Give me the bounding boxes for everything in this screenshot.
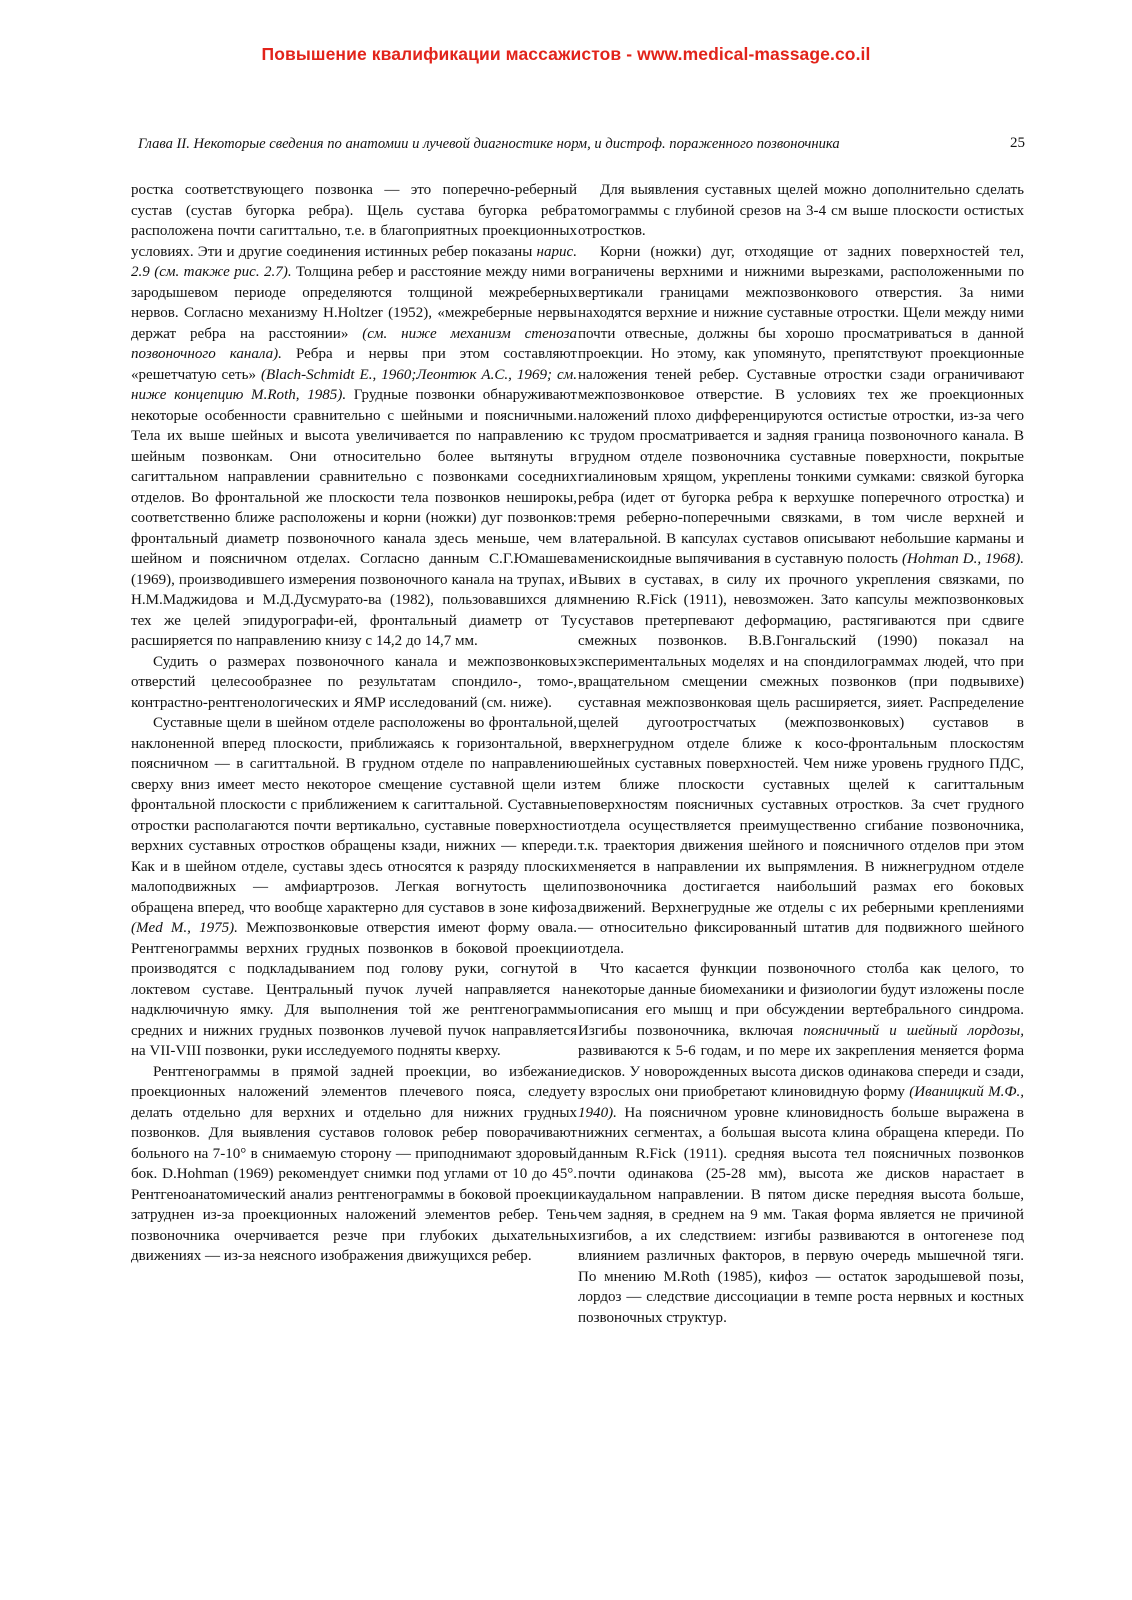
- left-column: [131, 180, 577, 1267]
- paragraph: Для выявления суставных щелей можно дополнительно сделать томограммы с глубиной срезов на 3-4 см выше плоскости остистых отростков.: [578, 182, 1024, 239]
- paragraph: Суставные щели в шейном отделе расположены во фронтальной, наклоненной вперед плоскости, приближаясь к горизонтальной, в поясничном — в сагиттальной. В грудном отделе по направлению сверху вниз имеет место некоторое смещение суставной щели из фронтальной плоскости с приближением к сагиттальной. Суставные отростки располагаются почти вертикально, суставные поверхности верхних суставных отростков обращены кзади, нижних — кпереди. Как и в шейном отделе, суставы здесь относятся к разряду плоских малоподвижных — амфиартрозов. Легкая вогнутость щели обращена вперед, что вообще характерно для суставов в зоне кифоза (Med M., 1975). Межпозвонковые отверстия имеют форму овала. Рентгенограммы верхних грудных позвонков в боковой проекции производятся с подкладыванием под голову руки, согнутой в локтевом суставе. Центральный пучок лучей направляется на надключичную ямку. Для выполнения той же рентгенограммы средних и нижних грудных позвонков лучевой пучок направляется на VII-VIII позвонки, руки исследуемого подняты кверху.: [131, 715, 577, 1059]
- paragraph: Рентгенограммы в прямой задней проекции, во избежание проекционных наложений элементов плечевого пояса, следует делать отдельно для верхних и отдельно для нижних грудных позвонков. Для выявления суставов головок ребер поворачивают больного на 7-10° в снимаемую сторону — приподнимают здоровый бок. D.Hohman (1969) рекомендует снимки под углами от 10 до 45°. Рентгеноанатомический анализ рентгенограммы в боковой проекции затруднен из-за проекционных наложений элементов ребер. Тень позвоночника очерчивается резче при глубоких дыхательных движениях — из-за неясного изображения движущихся ребер.: [131, 1063, 577, 1264]
- site-banner: Повышение квалификации массажистов - www.medical-massage.co.il: [261, 44, 871, 64]
- paragraph: Корни (ножки) дуг, отходящие от задних поверхностей тел, ограничены верхними и нижними вырезками, расположенными по вертикали границами межпозвонкового отверстия. За ними находятся верхние и нижние суставные отростки. Щели между ними почти отвесные, должны бы хорошо просматриваться в данной проекции. Но этому, как упомянуто, препятствуют проекционные наложения теней ребер. Суставные отростки сзади ограничивают межпозвонковое отверстие. В условиях тех же проекционных наложений плохо дифференцируются остистые отростки, из-за чего с трудом просматривается и задняя граница позвоночного канала. В грудном отделе позвоночника суставные поверхности, покрытые гиалиновым хрящом, укреплены тонкими сумками: связкой бугорка ребра (идет от бугорка ребра к верхушке поперечного отростка) и тремя реберно-поперечными связками, в том числе верхней и латеральной. В капсулах суставов описывают небольшие карманы и менискоидные выпячивания в суставную полость (Hohman D., 1968). Вывих в суставах, в силу их прочного укрепления связками, по мнению R.Fick (1911), невозможен. Зато капсулы межпозвонковых суставов претерпевают деформацию, растягиваются при сдвиге смежных позвонков. В.В.Гонгальский (1990) показал на экспериментальных моделях и на спондилограммах людей, что при вращательном смещении смежных позвонков (при подвывихе) суставная межпозвонковая щель расширяется, зияет. Распределение щелей дугоотростчатых (межпозвонковых) суставов в верхнегрудном отделе ближе к косо-фронтальным плоскостям шейных суставных поверхностей. Чем ниже уровень грудного ПДС, тем ближе плоскости суставных щелей к сагиттальным поверхностям поясничных суставных отростков. За счет грудного отдела осуществляется преимущественно сгибание позвоночника, т.к. траектория движения шейного и поясничного отделов при этом меняется в направлении их выпрямления. В нижнегрудном отделе позвоночника достигается наибольший размах его боковых движений. Верхнегрудные же отделы с их реберными креплениями — относительно фиксированный штатив для подвижного шейного отдела.: [578, 243, 1024, 957]
- right-column: [578, 180, 1024, 1328]
- page-number: 25: [1010, 135, 1025, 151]
- paragraph: ростка соответствующего позвонка — это поперечно-реберный сустав (сустав бугорка ребра). Щель сустава бугорка ребра расположена почти сагиттально, т.е. в благоприятных проекционных условиях. Эти и другие соединения истинных ребер показаны нарис. 2.9 (см. также рис. 2.7). Толщина ребер и расстояние между ними в зародышевом периоде определяются толщиной межреберных нервов. Согласно механизму H.Holtzer (1952), «межреберные нервы держат ребра на расстоянии» (см. ниже механизм стеноза позвоночного канала). Ребра и нервы при этом составляют «решетчатую сеть» (Blach-Schmidt E., 1960;Леонтюк А.С., 1969; см. ниже концепцию M.Roth, 1985). Грудные позвонки обнаруживают некоторые особенности сравнительно с шейными и поясничными. Тела их выше шейных и высота увеличивается по направлению к шейным позвонкам. Они относительно более вытянуты в сагиттальном направлении сравнительно с позвонками соседних отделов. Во фронтальной же плоскости тела позвонков неширокы, соответственно ближе расположены и корни (ножки) дуг позвонков: фронтальный диаметр позвоночного канала здесь меньше, чем в шейном и поясничном отделах. Согласно данным С.Г.Юмашева (1969), производившего измерения позвоночного канала на трупах, и Н.М.Маджидова и М.Д.Дусмурато-ва (1982), пользовавшихся для тех же целей эпидурографи-ей, фронтальный диаметр от Ту расширяется по направлению книзу с 14,2 до 14,7 мм.: [131, 182, 577, 649]
- running-title: Глава II. Некоторые сведения по анатомии и лучевой диагностике норм, и дистроф. пораженного позвоночника: [138, 136, 840, 152]
- paragraph: Что касается функции позвоночного столба как целого, то некоторые данные биомеханики и физиологии будут изложены после описания его мышц и при обсуждении вертебрального синдрома. Изгибы позвоночника, включая поясничный и шейный лордозы, развиваются к 5-6 годам, и по мере их закрепления меняется форма дисков. У новорожденных высота дисков одинакова спереди и сзади, у взрослых они приобретают клиновидную форму (Иваницкий М.Ф., 1940). На поясничном уровне клиновидность больше выражена в нижних сегментах, а большая высота клина обращена кпереди. По данным R.Fick (1911). средняя высота тел поясничных позвонков почти одинакова (25-28 мм), высота же дисков нарастает в каудальном направлении. В пятом диске передняя высота больше, чем задняя, в среднем на 9 мм. Такая форма является не причиной изгибов, а их следствием: изгибы развиваются в онтогенезе под влиянием различных факторов, в первую очередь мышечной тяги. По мнению M.Roth (1985), кифоз — остаток зародышевой позы, лордоз — следствие диссоциации в темпе роста нервных и костных позвоночных структур.: [578, 961, 1024, 1326]
- paragraph: Судить о размерах позвоночного канала и межпозвонковых отверстий целесообразнее по результатам спондило-, томо-, контрастно-рентгенологических и ЯМР исследований (см. ниже).: [131, 653, 577, 711]
